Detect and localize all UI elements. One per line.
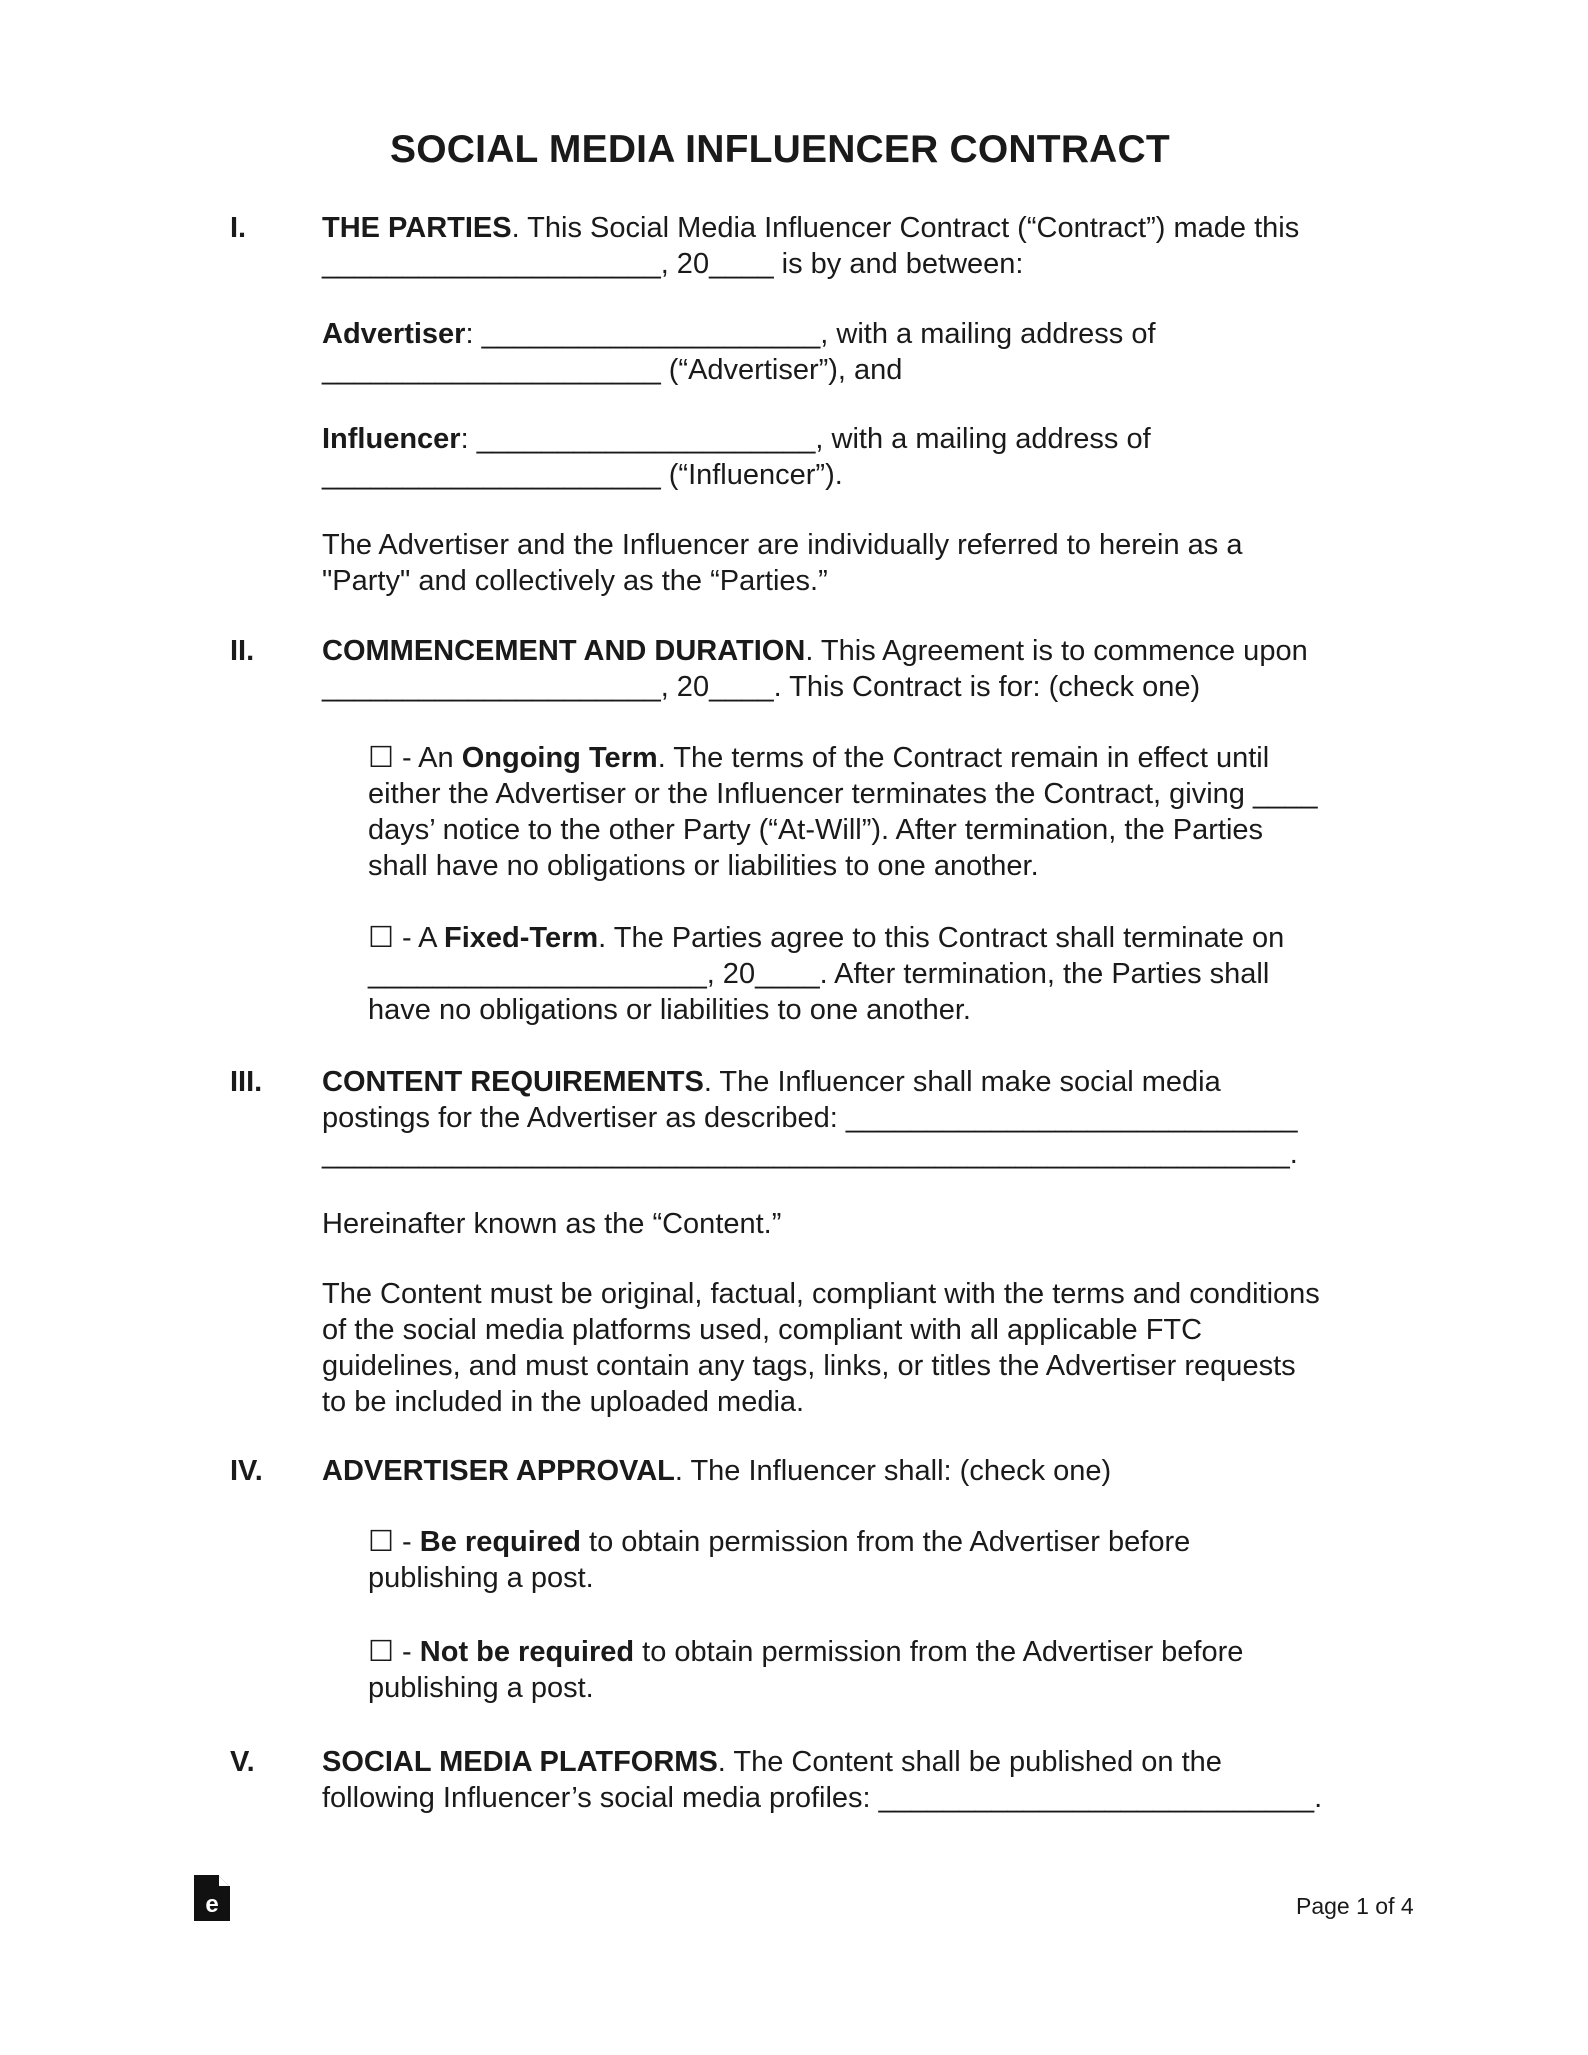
text: "Party" and collectively as the “Parties.” — [322, 565, 828, 597]
text: . This Social Media Influencer Contract (“Contract”) made this — [511, 212, 1300, 244]
checkbox-not-be-required[interactable]: ☐ - — [368, 1636, 420, 1668]
text: to obtain permission from the Advertiser before — [580, 1526, 1191, 1558]
section-heading-platforms: SOCIAL MEDIA PLATFORMS — [322, 1746, 718, 1778]
parties-definition — [322, 527, 1402, 599]
text: : _____________________, with a mailing address of — [465, 318, 1156, 350]
advertiser-label: Advertiser — [322, 318, 466, 350]
section-heading-commencement: COMMENCEMENT AND DURATION — [322, 635, 806, 667]
section-heading-content: CONTENT REQUIREMENTS — [322, 1066, 704, 1098]
text: shall have no obligations or liabilities to one another. — [368, 850, 1039, 882]
influencer-block — [322, 421, 1402, 493]
checkbox-ongoing-term[interactable]: ☐ - An — [368, 742, 462, 774]
checkbox-be-required[interactable]: ☐ - — [368, 1526, 420, 1558]
content-definition — [322, 1206, 1402, 1242]
text: Hereinafter known as the “Content.” — [322, 1208, 782, 1240]
section-content-requirements — [322, 1064, 1402, 1172]
eforms-logo-icon — [194, 1875, 230, 1921]
section-number-4: IV. — [230, 1455, 263, 1487]
text: . This Agreement is to commence upon — [805, 635, 1308, 667]
option-label: Be required — [419, 1526, 581, 1558]
checkbox-fixed-term[interactable]: ☐ - A — [368, 922, 444, 954]
advertiser-block — [322, 316, 1402, 388]
section-heading-approval: ADVERTISER APPROVAL — [322, 1455, 675, 1487]
text: following Influencer’s social media profiles: ___________________________. — [322, 1782, 1323, 1814]
text: _____________________ (“Advertiser”), and — [322, 354, 903, 386]
influencer-label: Influencer — [322, 423, 461, 455]
page-number: Page 1 of 4 — [1296, 1893, 1414, 1919]
text: . The Parties agree to this Contract shall terminate on — [598, 922, 1285, 954]
option-label: Not be required — [419, 1636, 635, 1668]
text: The Content must be original, factual, compliant with the terms and conditions — [322, 1278, 1320, 1310]
option-not-be-required — [368, 1634, 1448, 1706]
text: either the Advertiser or the Influencer terminates the Contract, giving ____ — [368, 778, 1318, 810]
section-heading-parties: THE PARTIES — [322, 212, 512, 244]
text: days’ notice to the other Party (“At-Will”). After termination, the Parties — [368, 814, 1264, 846]
option-label: Fixed-Term — [443, 922, 599, 954]
text: to obtain permission from the Advertiser before — [634, 1636, 1244, 1668]
text: . The Influencer shall: (check one) — [674, 1455, 1112, 1487]
date-blank-line: _____________________, 20____ is by and between: — [322, 248, 1024, 280]
text: to be included in the uploaded media. — [322, 1386, 805, 1418]
text: _____________________ (“Influencer”). — [322, 459, 843, 491]
text: The Advertiser and the Influencer are individually referred to herein as a — [322, 529, 1243, 561]
text: publishing a post. — [368, 1562, 594, 1594]
text: : _____________________, with a mailing address of — [460, 423, 1151, 455]
section-parties-intro — [322, 210, 1402, 282]
section-social-platforms — [322, 1744, 1402, 1816]
text: _____________________, 20____. This Contract is for: (check one) — [322, 671, 1201, 703]
text: of the social media platforms used, compliant with all applicable FTC — [322, 1314, 1203, 1346]
text: . The Content shall be published on the — [717, 1746, 1222, 1778]
svg-text:e: e — [205, 1891, 219, 1918]
option-label: Ongoing Term — [461, 742, 658, 774]
option-be-required — [368, 1524, 1448, 1596]
text: publishing a post. — [368, 1672, 594, 1704]
option-ongoing-term — [368, 740, 1448, 884]
text: postings for the Advertiser as described: ____________________________ — [322, 1102, 1298, 1134]
section-commencement — [322, 633, 1402, 705]
section-number-1: I. — [230, 212, 247, 244]
section-number-3: III. — [230, 1066, 263, 1098]
text: . The terms of the Contract remain in effect until — [657, 742, 1270, 774]
section-number-5: V. — [230, 1746, 255, 1778]
text: _____________________, 20____. After termination, the Parties shall — [368, 958, 1270, 990]
text: guidelines, and must contain any tags, links, or titles the Advertiser requests — [322, 1350, 1296, 1382]
content-rules — [322, 1276, 1402, 1420]
text: have no obligations or liabilities to one another. — [368, 994, 971, 1026]
section-advertiser-approval — [322, 1453, 1402, 1489]
option-fixed-term — [368, 920, 1448, 1028]
text: ____________________________________________________________. — [322, 1138, 1298, 1170]
document-title: SOCIAL MEDIA INFLUENCER CONTRACT — [390, 128, 1170, 171]
text: . The Influencer shall make social media — [703, 1066, 1221, 1098]
section-number-2: II. — [230, 635, 255, 667]
